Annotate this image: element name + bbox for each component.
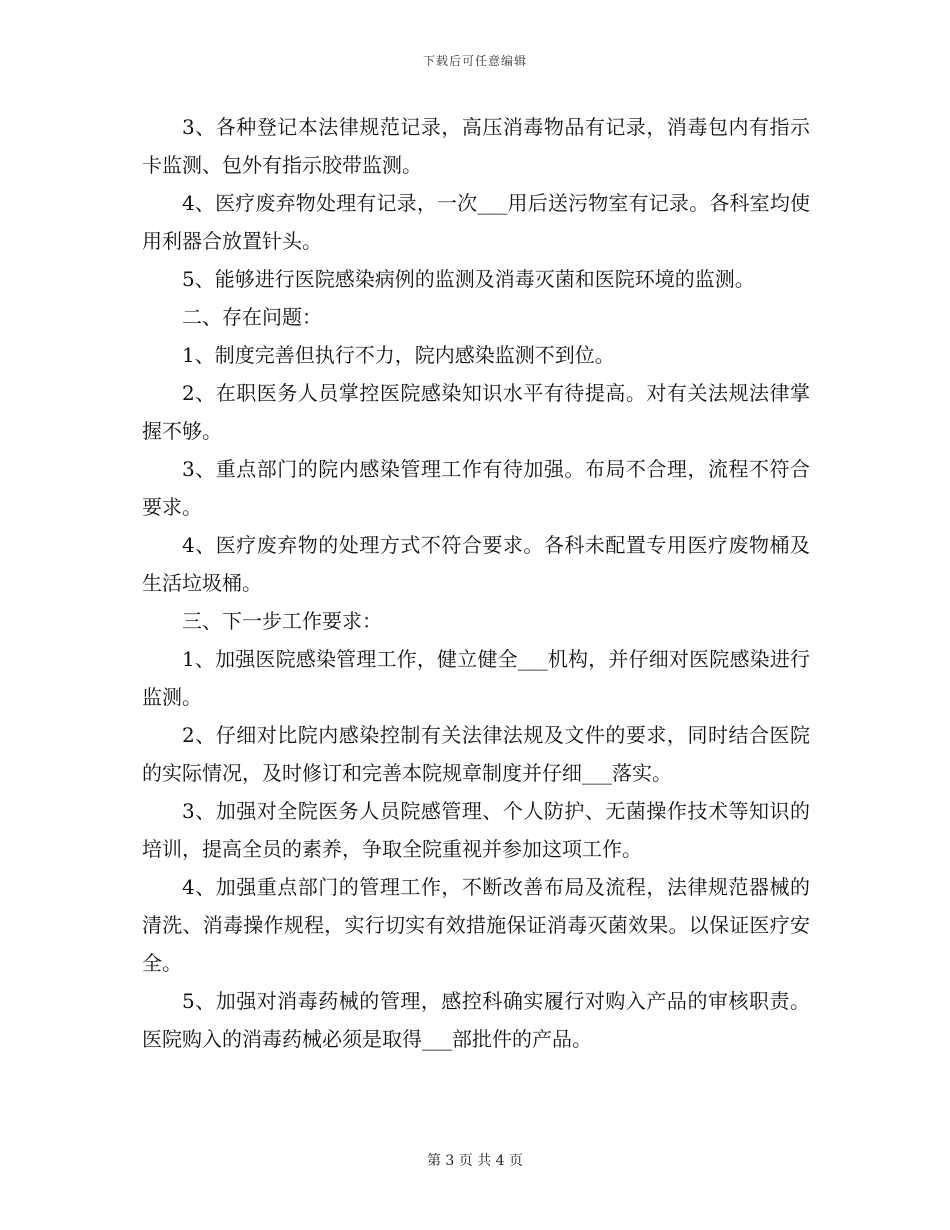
section-heading-next-steps: 三、下一步工作要求： [182,609,382,633]
paragraph-requirement-2: 2、仔细对比院内感染控制有关法律法规及文件的要求，同时结合医院的实际情况，及时修订和完善本院规章制度并仔细___落实。 [142,723,810,785]
paragraph-requirement-1: 1、加强医院感染管理工作，健立健全___机构，并仔细对医院感染进行监测。 [142,647,810,709]
page-header: 下载后可任意编辑 [422,54,527,68]
paragraph-requirement-3: 3、加强对全院医务人员院感管理、个人防护、无菌操作技术等知识的培训，提高全员的素养，争取全院重视并参加这项工作。 [142,799,810,861]
paragraph-medical-waste-records: 4、医疗废弃物处理有记录，一次___用后送污物室有记录。各科室均使用利器合放置针头。 [142,191,810,253]
paragraph-problem-4: 4、医疗废弃物的处理方式不符合要求。各科未配置专用医疗废物桶及生活垃圾桶。 [142,533,810,595]
paragraph-requirement-4: 4、加强重点部门的管理工作，不断改善布局及流程，法律规范器械的清洗、消毒操作规程，实行切实有效措施保证消毒灭菌效果。以保证医疗安全。 [142,875,810,975]
page-number-footer: 第 3 页 共 4 页 [426,1153,524,1169]
document-body [142,108,810,1058]
section-heading-problems: 二、存在问题： [182,305,322,329]
paragraph-problem-1: 1、制度完善但执行不力，院内感染监测不到位。 [182,343,615,367]
paragraph-requirement-5: 5、加强对消毒药械的管理，感控科确实履行对购入产品的审核职责。医院购入的消毒药械必须是取得___部批件的产品。 [142,989,810,1051]
paragraph-registration-records: 3、各种登记本法律规范记录，高压消毒物品有记录，消毒包内有指示卡监测、包外有指示胶带监测。 [142,115,810,177]
paragraph-problem-2: 2、在职医务人员掌控医院感染知识水平有待提高。对有关法规法律掌握不够。 [142,381,810,443]
paragraph-infection-monitoring: 5、能够进行医院感染病例的监测及消毒灭菌和医院环境的监测。 [182,267,755,291]
paragraph-problem-3: 3、重点部门的院内感染管理工作有待加强。布局不合理，流程不符合要求。 [142,457,810,519]
